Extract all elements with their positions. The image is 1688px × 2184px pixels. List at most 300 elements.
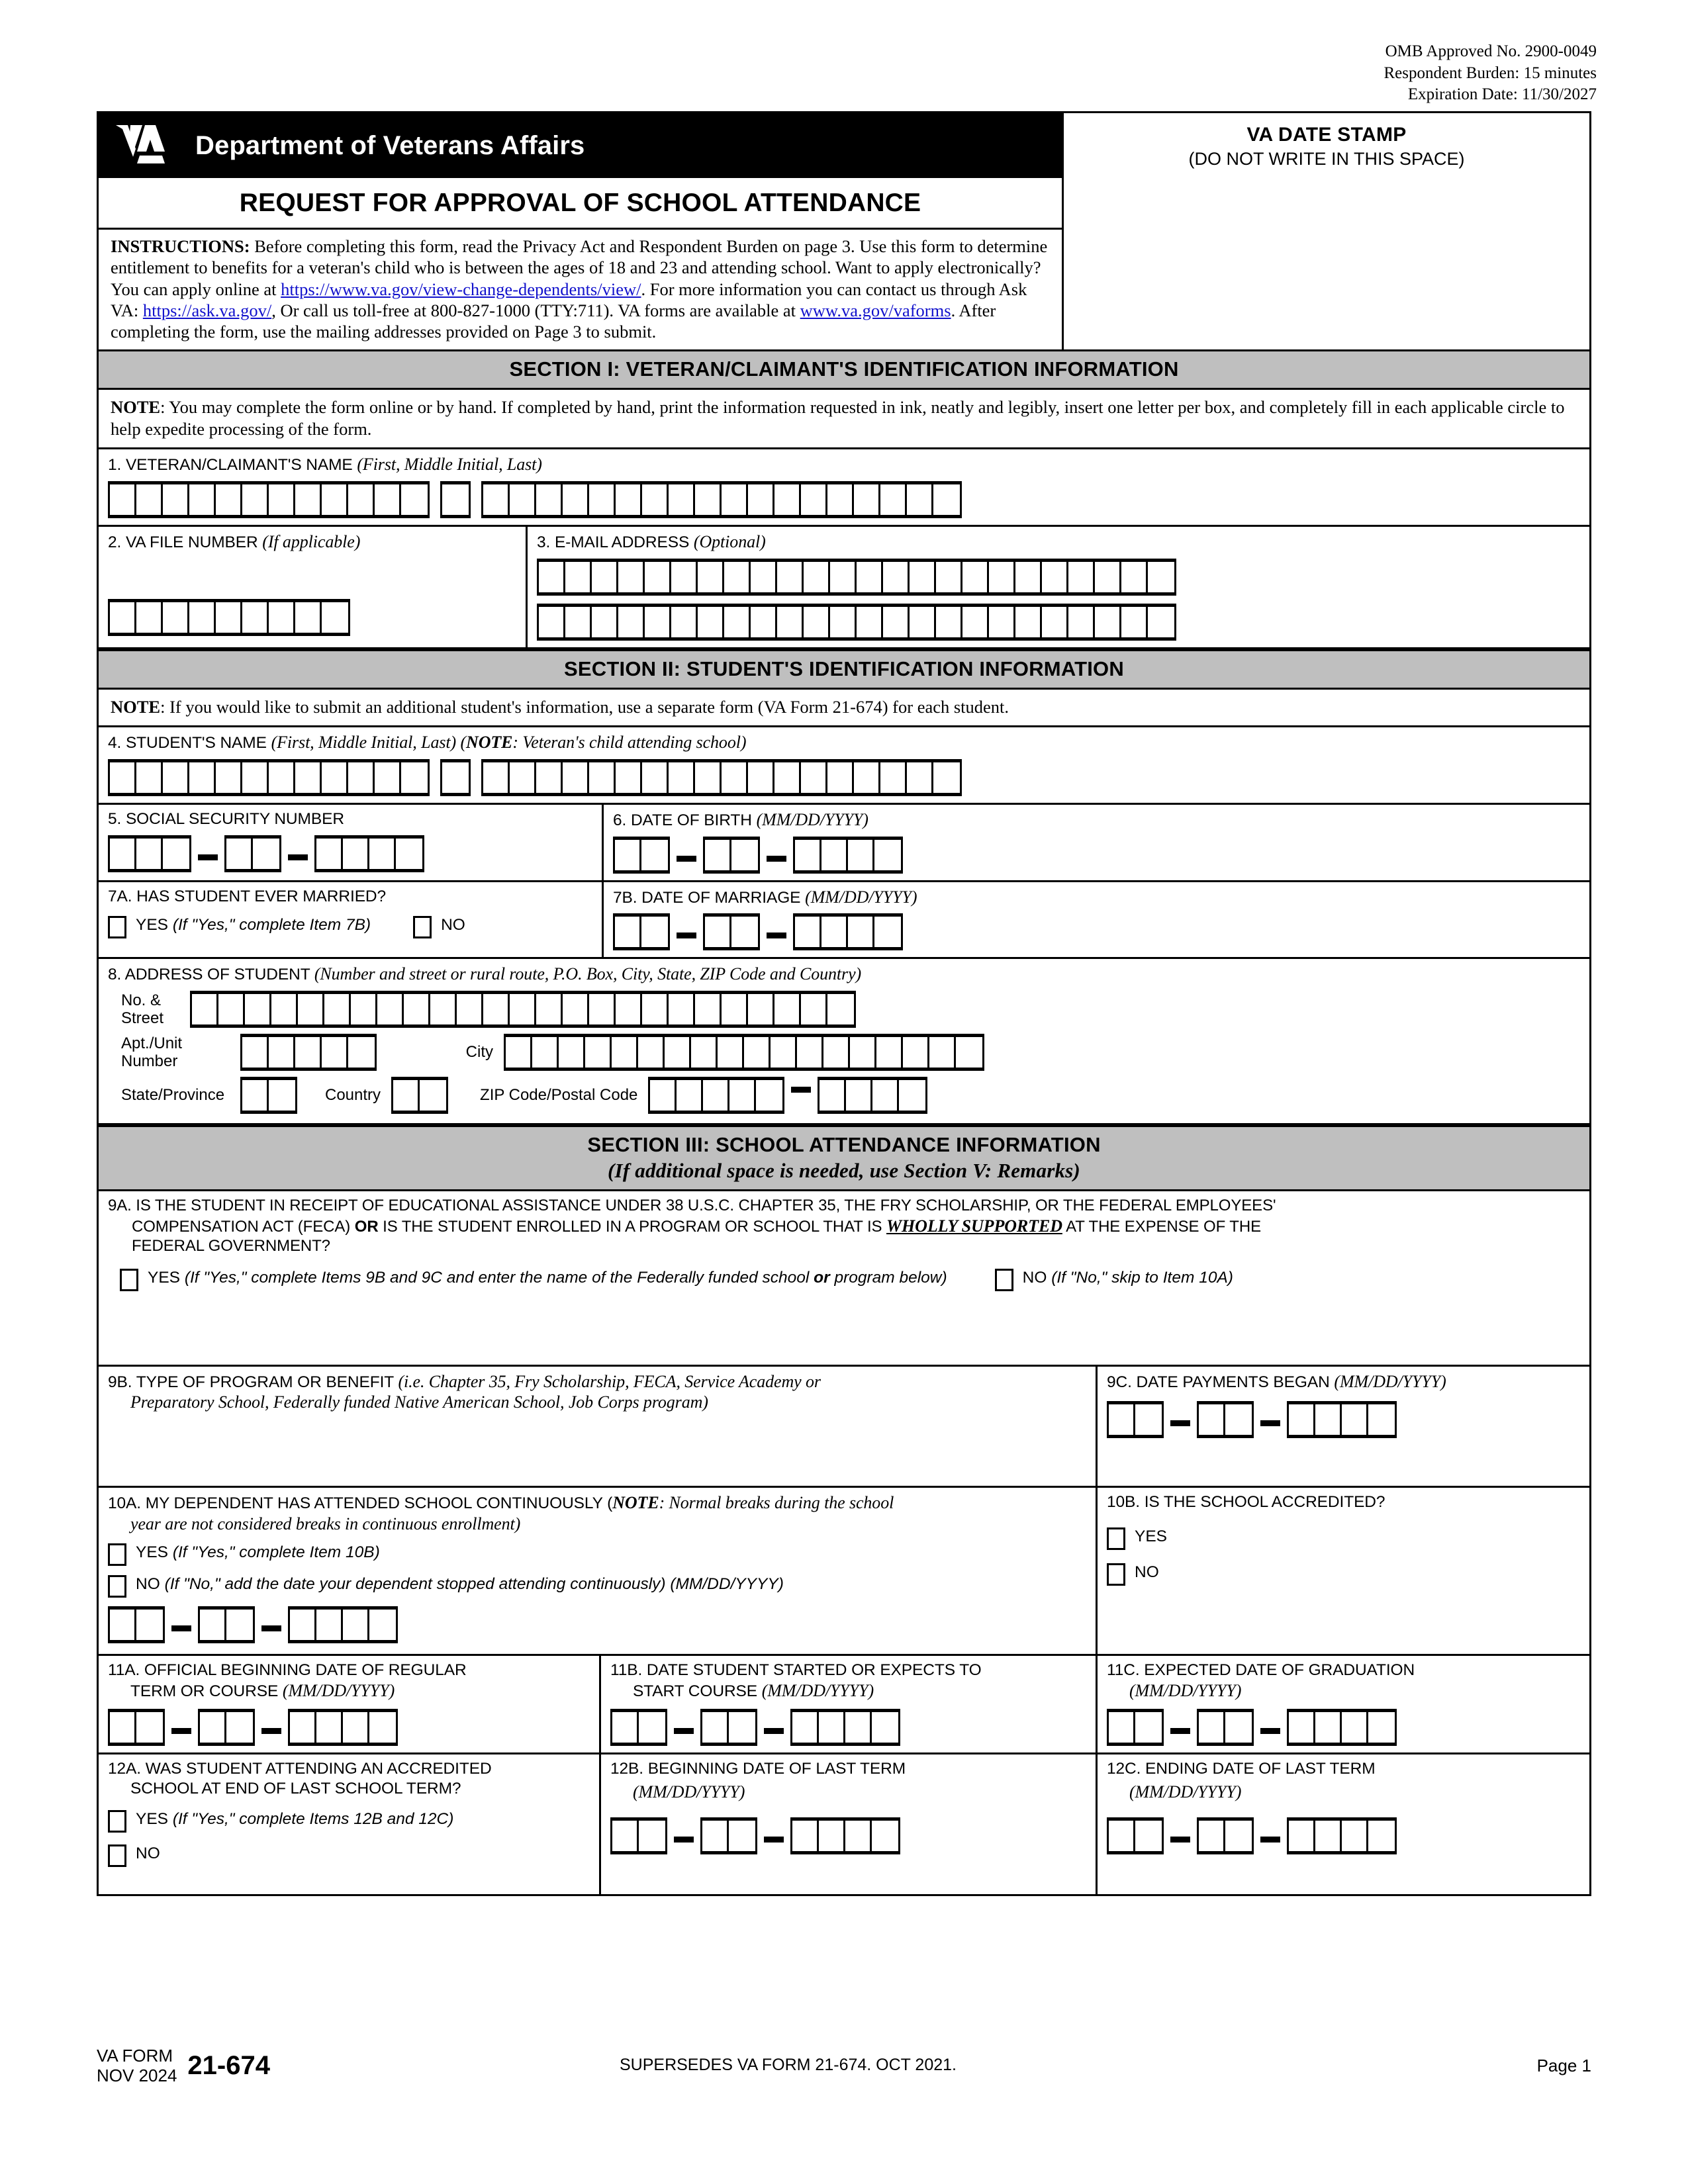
char-box[interactable] <box>316 1712 343 1743</box>
char-box[interactable] <box>695 994 722 1024</box>
option-9a-yes[interactable] <box>120 1268 947 1292</box>
char-box[interactable] <box>618 607 645 637</box>
zip-code-boxes[interactable] <box>648 1077 784 1114</box>
char-box[interactable] <box>872 1821 898 1851</box>
char-box[interactable] <box>615 840 641 870</box>
char-box[interactable] <box>691 1037 718 1068</box>
char-box[interactable] <box>532 1037 559 1068</box>
last-term-end-day-boxes[interactable] <box>1197 1817 1254 1854</box>
char-box[interactable] <box>559 1037 585 1068</box>
term-begin-year-boxes[interactable] <box>288 1709 398 1746</box>
char-box[interactable] <box>827 762 854 793</box>
char-box[interactable] <box>910 562 936 592</box>
char-box[interactable] <box>677 1080 703 1111</box>
char-box[interactable] <box>189 762 216 793</box>
char-box[interactable] <box>510 762 536 793</box>
char-box[interactable] <box>1342 1821 1368 1851</box>
char-box[interactable] <box>1342 1712 1368 1743</box>
char-box[interactable] <box>316 1610 343 1640</box>
char-box[interactable] <box>192 994 218 1024</box>
char-box[interactable] <box>698 607 724 637</box>
char-box[interactable] <box>343 839 369 869</box>
char-box[interactable] <box>343 1610 369 1640</box>
char-box[interactable] <box>1068 607 1095 637</box>
dob-month-boxes[interactable] <box>613 837 670 874</box>
char-box[interactable] <box>933 484 960 515</box>
char-box[interactable] <box>823 1037 850 1068</box>
char-box[interactable] <box>729 1080 756 1111</box>
char-box[interactable] <box>801 994 827 1024</box>
char-box[interactable] <box>483 484 510 515</box>
char-box[interactable] <box>792 1821 819 1851</box>
char-box[interactable] <box>295 602 322 633</box>
course-start-month-boxes[interactable] <box>610 1709 667 1746</box>
char-box[interactable] <box>483 762 510 793</box>
option-12a-no[interactable] <box>108 1844 591 1868</box>
char-box[interactable] <box>189 484 216 515</box>
char-box[interactable] <box>933 762 960 793</box>
state-boxes[interactable] <box>240 1077 297 1114</box>
char-box[interactable] <box>442 762 469 793</box>
char-box[interactable] <box>348 1037 375 1068</box>
char-box[interactable] <box>592 562 618 592</box>
char-box[interactable] <box>506 1037 532 1068</box>
char-box[interactable] <box>226 1712 253 1743</box>
char-box[interactable] <box>565 607 592 637</box>
char-box[interactable] <box>401 762 428 793</box>
char-box[interactable] <box>322 602 348 633</box>
char-box[interactable] <box>189 602 216 633</box>
char-box[interactable] <box>722 762 748 793</box>
checkbox-10a-no[interactable] <box>108 1575 126 1598</box>
marriage-year-boxes[interactable] <box>793 913 903 950</box>
char-box[interactable] <box>226 1610 253 1640</box>
student-last-name-boxes[interactable] <box>481 759 962 796</box>
veteran-first-name-boxes[interactable] <box>108 481 430 518</box>
char-box[interactable] <box>269 602 295 633</box>
veteran-middle-initial-box[interactable] <box>440 481 471 518</box>
char-box[interactable] <box>695 484 722 515</box>
char-box[interactable] <box>731 840 758 870</box>
char-box[interactable] <box>821 917 848 947</box>
char-box[interactable] <box>774 762 801 793</box>
course-start-date-input[interactable] <box>610 1709 1088 1746</box>
char-box[interactable] <box>1135 1712 1162 1743</box>
char-box[interactable] <box>348 484 375 515</box>
char-box[interactable] <box>242 484 269 515</box>
payments-began-input[interactable] <box>1107 1401 1581 1438</box>
checkbox-12a-yes[interactable] <box>108 1810 126 1833</box>
char-box[interactable] <box>322 1037 348 1068</box>
email-input-row-1[interactable] <box>537 559 1581 596</box>
char-box[interactable] <box>290 1610 316 1640</box>
option-12a-yes[interactable] <box>108 1809 591 1833</box>
checkbox-10a-yes[interactable] <box>108 1543 126 1566</box>
last-term-begin-month-boxes[interactable] <box>610 1817 667 1854</box>
char-box[interactable] <box>1289 1712 1315 1743</box>
zip-plus4-boxes[interactable] <box>818 1077 927 1114</box>
char-box[interactable] <box>1095 562 1121 592</box>
char-box[interactable] <box>874 917 901 947</box>
char-box[interactable] <box>751 607 777 637</box>
char-box[interactable] <box>163 484 189 515</box>
char-box[interactable] <box>801 762 827 793</box>
char-box[interactable] <box>929 1037 956 1068</box>
char-box[interactable] <box>618 562 645 592</box>
graduation-year-boxes[interactable] <box>1287 1709 1397 1746</box>
char-box[interactable] <box>616 762 642 793</box>
char-box[interactable] <box>269 762 295 793</box>
option-10a-no[interactable] <box>108 1574 1088 1598</box>
checkbox-10b-yes[interactable] <box>1107 1527 1125 1550</box>
char-box[interactable] <box>110 1712 136 1743</box>
char-box[interactable] <box>880 762 907 793</box>
char-box[interactable] <box>827 484 854 515</box>
char-box[interactable] <box>295 762 322 793</box>
char-box[interactable] <box>536 484 563 515</box>
option-7a-no[interactable] <box>413 915 465 939</box>
last-term-end-month-boxes[interactable] <box>1107 1817 1164 1854</box>
char-box[interactable] <box>298 994 324 1024</box>
checkbox-7a-no[interactable] <box>413 916 432 938</box>
char-box[interactable] <box>612 1037 638 1068</box>
char-box[interactable] <box>846 1080 872 1111</box>
char-box[interactable] <box>457 994 483 1024</box>
char-box[interactable] <box>396 839 422 869</box>
char-box[interactable] <box>1068 562 1095 592</box>
link-ask-va[interactable]: https://ask.va.gov/ <box>142 300 272 320</box>
course-start-year-boxes[interactable] <box>790 1709 900 1746</box>
char-box[interactable] <box>401 484 428 515</box>
char-box[interactable] <box>669 484 695 515</box>
char-box[interactable] <box>641 840 668 870</box>
stopped-day-boxes[interactable] <box>198 1606 255 1643</box>
char-box[interactable] <box>271 994 298 1024</box>
char-box[interactable] <box>269 1080 295 1111</box>
email-input-row-2[interactable] <box>537 604 1581 641</box>
char-box[interactable] <box>777 562 804 592</box>
dob-day-boxes[interactable] <box>703 837 760 874</box>
ssn-serial-boxes[interactable] <box>314 835 424 872</box>
char-box[interactable] <box>1015 562 1042 592</box>
option-10a-yes[interactable] <box>108 1543 1088 1567</box>
char-box[interactable] <box>883 562 910 592</box>
date-of-birth-input[interactable] <box>613 837 1581 874</box>
char-box[interactable] <box>650 1080 677 1111</box>
char-box[interactable] <box>589 484 616 515</box>
char-box[interactable] <box>804 607 830 637</box>
char-box[interactable] <box>377 994 404 1024</box>
char-box[interactable] <box>797 1037 823 1068</box>
char-box[interactable] <box>956 1037 982 1068</box>
char-box[interactable] <box>295 1037 322 1068</box>
char-box[interactable] <box>724 607 751 637</box>
char-box[interactable] <box>718 1037 744 1068</box>
char-box[interactable] <box>242 762 269 793</box>
char-box[interactable] <box>899 1080 925 1111</box>
char-box[interactable] <box>722 994 748 1024</box>
char-box[interactable] <box>269 1037 295 1068</box>
char-box[interactable] <box>854 484 880 515</box>
char-box[interactable] <box>795 917 821 947</box>
char-box[interactable] <box>748 484 774 515</box>
char-box[interactable] <box>792 1712 819 1743</box>
char-box[interactable] <box>702 1821 729 1851</box>
apt-unit-boxes[interactable] <box>240 1034 377 1071</box>
char-box[interactable] <box>774 994 801 1024</box>
char-box[interactable] <box>702 1712 729 1743</box>
ssn-input[interactable] <box>108 835 594 872</box>
char-box[interactable] <box>756 1080 782 1111</box>
char-box[interactable] <box>845 1821 872 1851</box>
char-box[interactable] <box>1199 1821 1225 1851</box>
char-box[interactable] <box>695 762 722 793</box>
email-boxes-row-1[interactable] <box>537 559 1176 596</box>
char-box[interactable] <box>375 762 401 793</box>
option-10b-no[interactable] <box>1107 1563 1581 1586</box>
link-va-forms[interactable]: www.va.gov/vaforms <box>800 300 951 320</box>
char-box[interactable] <box>216 762 242 793</box>
checkbox-9a-no[interactable] <box>995 1269 1013 1291</box>
char-box[interactable] <box>136 1712 163 1743</box>
char-box[interactable] <box>536 762 563 793</box>
char-box[interactable] <box>936 607 962 637</box>
char-box[interactable] <box>369 1610 396 1640</box>
char-box[interactable] <box>616 994 642 1024</box>
char-box[interactable] <box>216 602 242 633</box>
char-box[interactable] <box>612 1712 639 1743</box>
char-box[interactable] <box>642 762 669 793</box>
last-term-end-year-boxes[interactable] <box>1287 1817 1397 1854</box>
char-box[interactable] <box>351 994 377 1024</box>
ssn-group-boxes[interactable] <box>224 835 281 872</box>
option-7a-yes[interactable] <box>108 915 371 939</box>
char-box[interactable] <box>744 1037 771 1068</box>
char-box[interactable] <box>324 994 351 1024</box>
char-box[interactable] <box>1368 1821 1395 1851</box>
char-box[interactable] <box>848 917 874 947</box>
char-box[interactable] <box>705 840 731 870</box>
char-box[interactable] <box>343 1712 369 1743</box>
marriage-day-boxes[interactable] <box>703 913 760 950</box>
char-box[interactable] <box>638 1037 665 1068</box>
char-box[interactable] <box>936 562 962 592</box>
char-box[interactable] <box>290 1712 316 1743</box>
char-box[interactable] <box>375 484 401 515</box>
checkbox-9a-yes[interactable] <box>120 1269 138 1291</box>
char-box[interactable] <box>245 994 271 1024</box>
last-term-begin-day-boxes[interactable] <box>700 1817 757 1854</box>
char-box[interactable] <box>585 1037 612 1068</box>
char-box[interactable] <box>200 1712 226 1743</box>
char-box[interactable] <box>163 839 189 869</box>
option-9a-no[interactable] <box>995 1268 1233 1292</box>
last-term-begin-input[interactable] <box>610 1817 1088 1854</box>
char-box[interactable] <box>1315 1821 1342 1851</box>
checkbox-12a-no[interactable] <box>108 1844 126 1867</box>
char-box[interactable] <box>639 1821 665 1851</box>
city-boxes[interactable] <box>504 1034 984 1071</box>
char-box[interactable] <box>510 994 536 1024</box>
char-box[interactable] <box>774 484 801 515</box>
char-box[interactable] <box>874 840 901 870</box>
student-middle-initial-box[interactable] <box>440 759 471 796</box>
char-box[interactable] <box>641 917 668 947</box>
char-box[interactable] <box>136 839 163 869</box>
char-box[interactable] <box>163 602 189 633</box>
student-name-input[interactable] <box>108 759 1581 796</box>
char-box[interactable] <box>1109 1404 1135 1435</box>
char-box[interactable] <box>962 562 989 592</box>
char-box[interactable] <box>777 607 804 637</box>
char-box[interactable] <box>510 484 536 515</box>
stopped-attending-date-input[interactable] <box>108 1606 1088 1643</box>
char-box[interactable] <box>848 840 874 870</box>
char-box[interactable] <box>729 1712 755 1743</box>
char-box[interactable] <box>348 762 375 793</box>
char-box[interactable] <box>910 607 936 637</box>
payments-day-boxes[interactable] <box>1197 1401 1254 1438</box>
char-box[interactable] <box>857 607 883 637</box>
char-box[interactable] <box>316 839 343 869</box>
char-box[interactable] <box>872 1712 898 1743</box>
char-box[interactable] <box>751 562 777 592</box>
char-box[interactable] <box>1315 1404 1342 1435</box>
va-file-number-input[interactable] <box>108 599 518 636</box>
char-box[interactable] <box>907 484 933 515</box>
char-box[interactable] <box>872 1080 899 1111</box>
char-box[interactable] <box>669 994 695 1024</box>
char-box[interactable] <box>1225 1404 1252 1435</box>
char-box[interactable] <box>671 607 698 637</box>
last-term-end-input[interactable] <box>1107 1817 1581 1854</box>
char-box[interactable] <box>110 1610 136 1640</box>
char-box[interactable] <box>136 1610 163 1640</box>
char-box[interactable] <box>1368 1404 1395 1435</box>
char-box[interactable] <box>1342 1404 1368 1435</box>
char-box[interactable] <box>442 484 469 515</box>
char-box[interactable] <box>110 602 136 633</box>
char-box[interactable] <box>110 762 136 793</box>
char-box[interactable] <box>218 994 245 1024</box>
char-box[interactable] <box>226 839 253 869</box>
char-box[interactable] <box>592 607 618 637</box>
char-box[interactable] <box>1109 1712 1135 1743</box>
va-file-number-boxes[interactable] <box>108 599 350 636</box>
char-box[interactable] <box>136 762 163 793</box>
char-box[interactable] <box>242 1037 269 1068</box>
term-begin-day-boxes[interactable] <box>198 1709 255 1746</box>
char-box[interactable] <box>369 1712 396 1743</box>
char-box[interactable] <box>1225 1712 1252 1743</box>
payments-month-boxes[interactable] <box>1107 1401 1164 1438</box>
graduation-day-boxes[interactable] <box>1197 1709 1254 1746</box>
char-box[interactable] <box>1315 1712 1342 1743</box>
char-box[interactable] <box>876 1037 903 1068</box>
char-box[interactable] <box>1015 607 1042 637</box>
char-box[interactable] <box>110 839 136 869</box>
marriage-month-boxes[interactable] <box>613 913 670 950</box>
char-box[interactable] <box>830 607 857 637</box>
char-box[interactable] <box>536 994 563 1024</box>
email-boxes-row-2[interactable] <box>537 604 1176 641</box>
char-box[interactable] <box>1121 562 1148 592</box>
char-box[interactable] <box>1121 607 1148 637</box>
char-box[interactable] <box>369 839 396 869</box>
char-box[interactable] <box>703 1080 729 1111</box>
char-box[interactable] <box>795 840 821 870</box>
char-box[interactable] <box>563 762 589 793</box>
char-box[interactable] <box>854 762 880 793</box>
char-box[interactable] <box>404 994 430 1024</box>
char-box[interactable] <box>642 994 669 1024</box>
term-begin-date-input[interactable] <box>108 1709 591 1746</box>
char-box[interactable] <box>804 562 830 592</box>
char-box[interactable] <box>430 994 457 1024</box>
char-box[interactable] <box>989 607 1015 637</box>
char-box[interactable] <box>163 762 189 793</box>
char-box[interactable] <box>589 994 616 1024</box>
char-box[interactable] <box>539 607 565 637</box>
char-box[interactable] <box>1368 1712 1395 1743</box>
char-box[interactable] <box>645 607 671 637</box>
char-box[interactable] <box>827 994 854 1024</box>
char-box[interactable] <box>669 762 695 793</box>
char-box[interactable] <box>820 1080 846 1111</box>
char-box[interactable] <box>200 1610 226 1640</box>
checkbox-7a-yes[interactable] <box>108 916 126 938</box>
char-box[interactable] <box>322 484 348 515</box>
char-box[interactable] <box>565 562 592 592</box>
graduation-month-boxes[interactable] <box>1107 1709 1164 1746</box>
char-box[interactable] <box>724 562 751 592</box>
stopped-month-boxes[interactable] <box>108 1606 165 1643</box>
char-box[interactable] <box>819 1712 845 1743</box>
char-box[interactable] <box>615 917 641 947</box>
char-box[interactable] <box>110 484 136 515</box>
char-box[interactable] <box>612 1821 639 1851</box>
char-box[interactable] <box>1289 1404 1315 1435</box>
last-term-begin-year-boxes[interactable] <box>790 1817 900 1854</box>
char-box[interactable] <box>962 607 989 637</box>
checkbox-10b-no[interactable] <box>1107 1563 1125 1586</box>
char-box[interactable] <box>698 562 724 592</box>
street-address-boxes[interactable] <box>190 991 856 1028</box>
char-box[interactable] <box>1135 1821 1162 1851</box>
char-box[interactable] <box>665 1037 691 1068</box>
char-box[interactable] <box>1199 1712 1225 1743</box>
date-of-marriage-input[interactable] <box>613 913 1581 950</box>
char-box[interactable] <box>857 562 883 592</box>
char-box[interactable] <box>295 484 322 515</box>
char-box[interactable] <box>1109 1821 1135 1851</box>
char-box[interactable] <box>1042 562 1068 592</box>
char-box[interactable] <box>136 484 163 515</box>
char-box[interactable] <box>253 839 279 869</box>
char-box[interactable] <box>1148 607 1174 637</box>
char-box[interactable] <box>1042 607 1068 637</box>
char-box[interactable] <box>216 484 242 515</box>
student-first-name-boxes[interactable] <box>108 759 430 796</box>
payments-year-boxes[interactable] <box>1287 1401 1397 1438</box>
char-box[interactable] <box>801 484 827 515</box>
char-box[interactable] <box>393 1080 420 1111</box>
char-box[interactable] <box>242 1080 269 1111</box>
char-box[interactable] <box>1095 607 1121 637</box>
char-box[interactable] <box>880 484 907 515</box>
char-box[interactable] <box>771 1037 797 1068</box>
char-box[interactable] <box>671 562 698 592</box>
